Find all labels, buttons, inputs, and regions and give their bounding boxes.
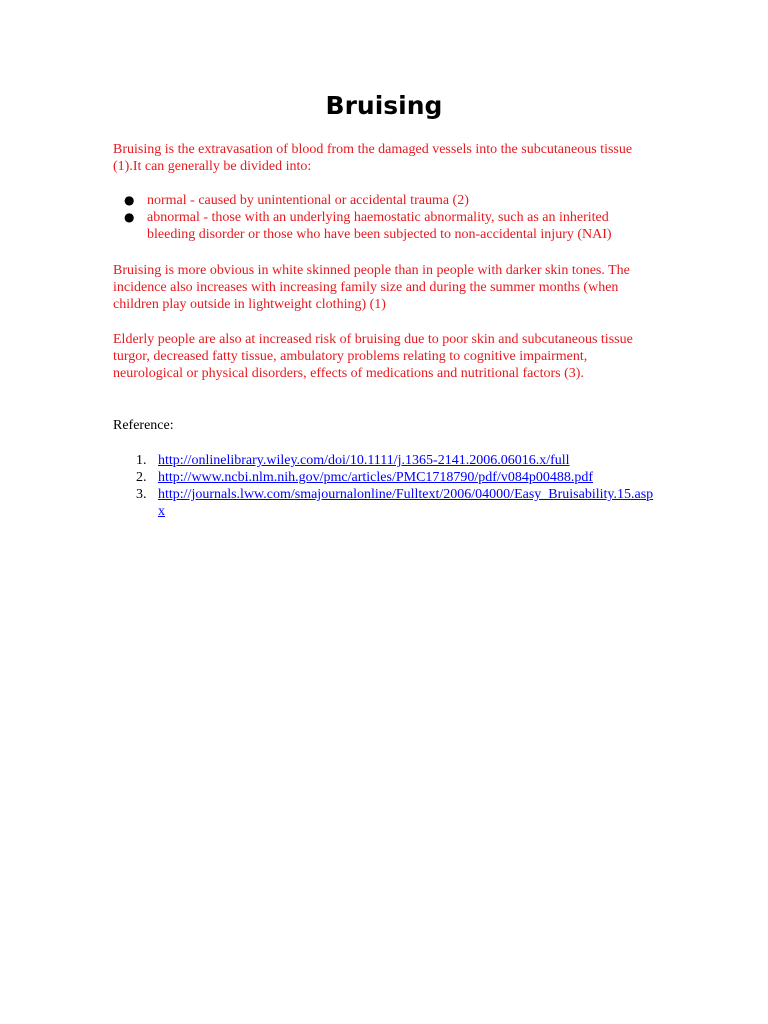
reference-label: Reference: — [113, 418, 174, 433]
bruise-types-list — [113, 192, 658, 243]
reference-item — [113, 452, 658, 469]
bullet-icon: ● — [124, 210, 135, 224]
list-item — [113, 192, 658, 209]
reference-list — [113, 452, 658, 520]
reference-number: 1. — [136, 453, 147, 468]
skin-tone-paragraph: Bruising is more obvious in white skinned people than in people with darker skin tones. The incidence also increases with increasing family size and during the summer months (when children play outside in lightweight clothing) (1) — [113, 263, 630, 312]
reference-number: 2. — [136, 470, 147, 485]
intro-paragraph: Bruising is the extravasation of blood from the damaged vessels into the subcutaneous tissue (1).It can generally be divided into: — [113, 142, 633, 174]
reference-item — [113, 469, 658, 486]
page-title: Bruising — [325, 91, 443, 120]
reference-link[interactable]: http://onlinelibrary.wiley.com/doi/10.1111/j.1365-2141.2006.06016.x/full — [158, 453, 570, 468]
reference-link[interactable]: http://www.ncbi.nlm.nih.gov/pmc/articles/PMC1718790/pdf/v084p00488.pdf — [158, 470, 594, 485]
elderly-paragraph: Elderly people are also at increased risk of bruising due to poor skin and subcutaneous tissue turgor, decreased fatty tissue, ambulatory problems relating to cognitive impairment, neurological or physical disorders, effects of medications and nutritional factors (3). — [113, 332, 633, 381]
list-item-text: abnormal - those with an underlying haemostatic abnormality, such as an inherited bleeding disorder or those who have been subjected to non-accidental injury (NAI) — [147, 210, 612, 242]
bullet-icon: ● — [124, 193, 135, 207]
reference-number: 3. — [136, 487, 147, 502]
reference-item — [113, 486, 658, 520]
list-item — [113, 209, 658, 243]
reference-link[interactable]: http://journals.lww.com/smajournalonline/Fulltext/2006/04000/Easy_Bruisability.15.aspx — [158, 487, 654, 519]
list-item-text: normal - caused by unintentional or accidental trauma (2) — [147, 193, 469, 208]
